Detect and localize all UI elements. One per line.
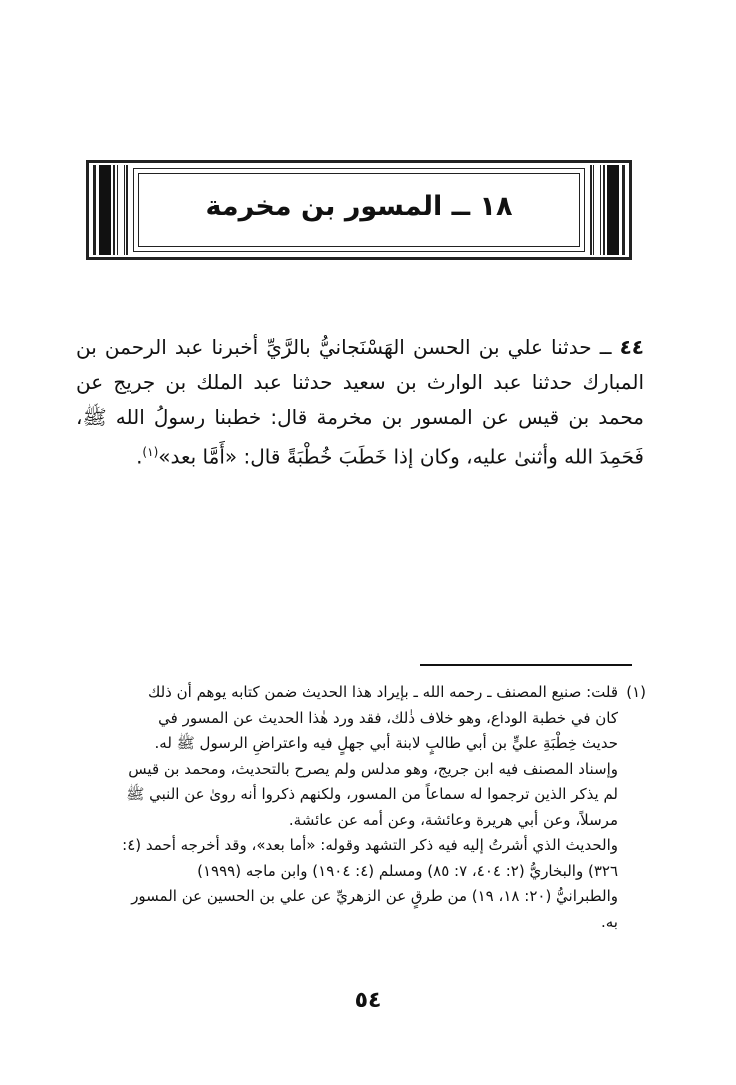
page-number: ٥٤ — [354, 988, 382, 1013]
footnote-line: به. — [601, 912, 618, 931]
hadith-end: . — [136, 444, 143, 469]
ornamental-pillar-right — [589, 165, 627, 255]
footnotes-block — [76, 680, 646, 935]
footnote-line: (١)قلت: صنيع المصنف ـ رحمه الله ـ بإيراد هذا الحديث ضمن كتابه يوهم أن ذلك — [76, 680, 646, 706]
footnote-line: ٣٢٦) والبخاريُّ (٢: ٤٠٤، ٧: ٨٥) ومسلم (٤: ١٩٠٤) وابن ماجه (١٩٩٩) — [197, 861, 618, 880]
footnote-line: والطبرانيُّ (٢٠: ١٨، ١٩) من طرقٍ عن الزهريِّ عن علي بن الحسين عن المسور — [131, 887, 618, 905]
hadith-text-block — [76, 330, 644, 475]
chapter-title: ١٨ ــ المسور بن مخرمة — [205, 191, 513, 222]
hadith-body: حدثنا علي بن الحسن الهَسْنَجانيُّ بالرَّيِّ أخبرنا عبد الرحمن بن المبارك حدثنا عبد الوارث بن سعيد حدثنا عبد الملك بن جريج عن محمد بن قيس عن المسور بن مخرمة قال: خطبنا رسولُ الله ﷺ، فَحَمِدَ الله وأثنىٰ عليه، وكان إذا خَطَبَ خُطْبَةً قال: «أَمَّا بعد» — [76, 335, 644, 469]
footnote-line: مرسلاً، وعن أبي هريرة وعائشة، وعن أمه عن عائشة. — [288, 810, 618, 829]
chapter-title-frame — [86, 160, 632, 260]
footnote-marker: (١) — [626, 683, 646, 701]
ornamental-pillar-left — [91, 165, 129, 255]
footnote-line: لم يذكر الذين ترجموا له سماعاً من المسور، ولكنهم ذكروا أنه روىٰ عن النبي ﷺ — [126, 785, 618, 803]
hadith-number: ٤٤ — [619, 335, 645, 359]
hadith-dash: ــ — [591, 335, 620, 359]
footnote-line: كان في خطبة الوداع، وهو خلاف ذٰلك، فقد ورد هٰذا الحديث عن المسور في — [158, 708, 618, 727]
footnote-separator — [420, 664, 632, 666]
footnote-line: وإسناد المصنف فيه ابن جريج، وهو مدلس ولم يصرح بالتحديث، ومحمد بن قيس — [128, 759, 618, 778]
footnote-line: حديث خِطْبَةِ عليٍّ بن أبي طالبٍ لابنة أبي جهلٍ فيه واعتراضِ الرسول ﷺ له. — [154, 734, 618, 752]
footnote-line: والحديث الذي أشرتُ إليه فيه ذكر التشهد وقوله: «أما بعد»، وقد أخرجه أحمد (٤: — [122, 836, 618, 854]
footnote-reference[interactable]: (١) — [142, 445, 159, 459]
